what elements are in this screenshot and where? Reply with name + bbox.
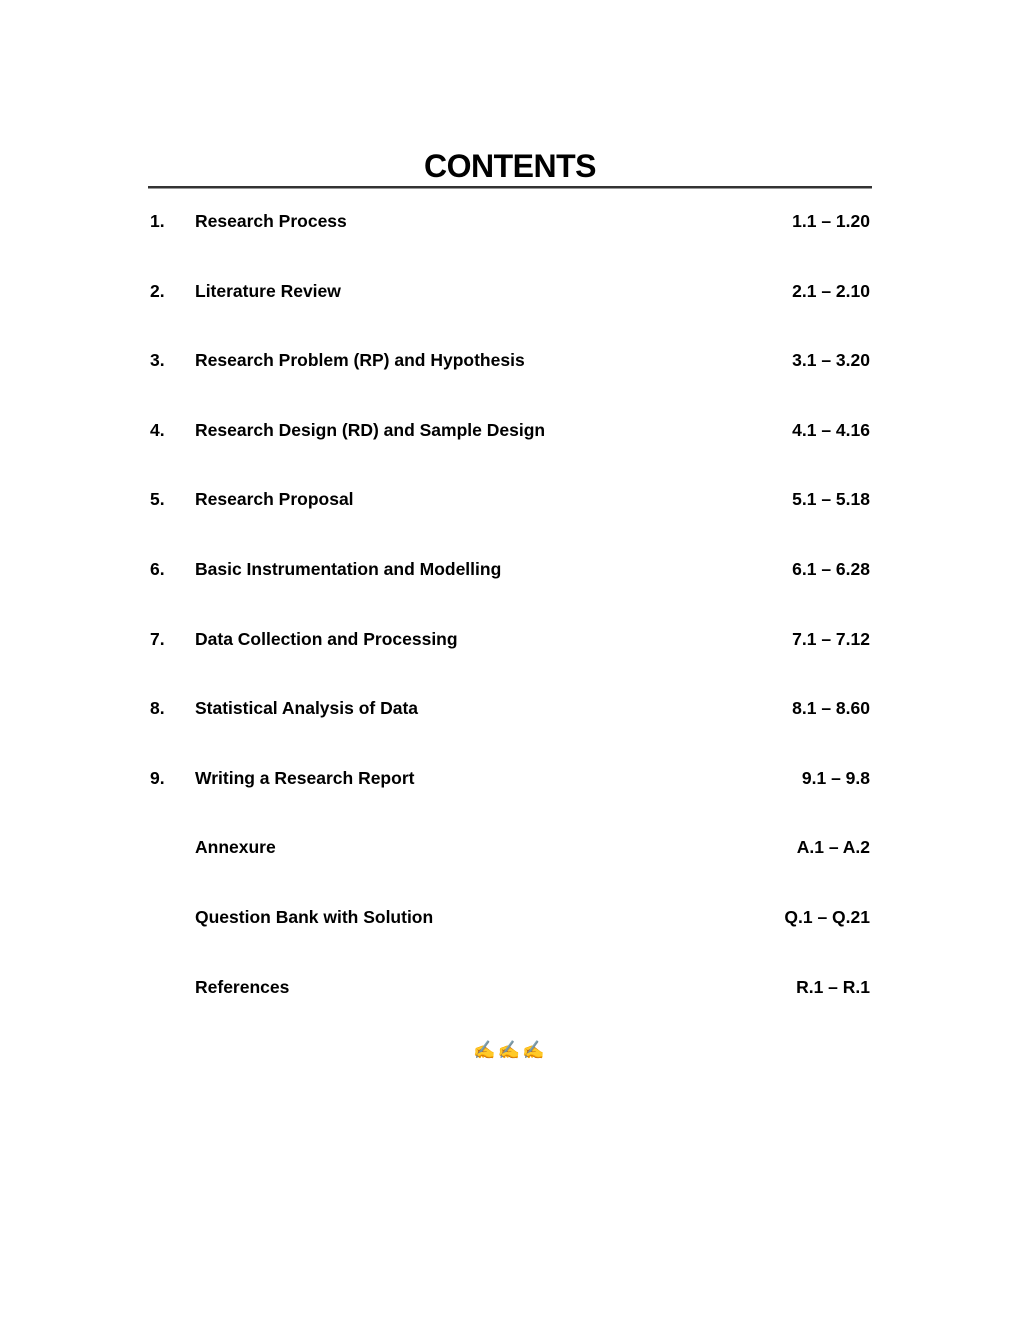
toc-entry [150, 768, 870, 792]
entry-pages: A.1 – A.2 [796, 837, 870, 858]
entry-pages: R.1 – R.1 [796, 976, 870, 997]
page-title: CONTENTS [424, 148, 596, 184]
toc-entry [150, 629, 870, 653]
entry-pages: 7.1 – 7.12 [792, 628, 870, 649]
entry-title: References [195, 976, 290, 997]
toc-entry [150, 837, 870, 861]
entry-title: Question Bank with Solution [195, 907, 434, 927]
entry-title: Data Collection and Processing [195, 628, 458, 649]
entry-title: Research Problem (RP) and Hypothesis [195, 350, 525, 371]
entry-pages: 2.1 – 2.10 [792, 280, 870, 301]
toc-entry [150, 350, 870, 374]
entry-pages: Q.1 – Q.21 [784, 907, 870, 927]
entry-number: 4. [150, 419, 165, 440]
entry-number: 9. [150, 767, 165, 788]
toc-entry [150, 907, 870, 931]
toc-entry [150, 489, 870, 513]
entry-title: Literature Review [195, 280, 341, 301]
entry-number: 2. [150, 280, 165, 301]
toc-entry [150, 281, 870, 305]
entry-title: Annexure [195, 837, 276, 858]
entry-number: 8. [150, 698, 165, 719]
entry-number: 3. [150, 350, 165, 371]
toc-entry [150, 698, 870, 722]
entry-title: Writing a Research Report [195, 767, 415, 788]
entry-number: 6. [150, 559, 165, 579]
entry-title: Statistical Analysis of Data [195, 698, 419, 719]
entry-pages: 8.1 – 8.60 [792, 698, 870, 719]
entry-pages: 6.1 – 6.28 [792, 559, 870, 579]
entry-title: Basic Instrumentation and Modelling [195, 559, 502, 579]
toc-entry [150, 211, 870, 235]
entry-title: Research Design (RD) and Sample Design [195, 419, 546, 440]
entry-title: Research Proposal [195, 489, 354, 510]
entry-number: 7. [150, 628, 165, 649]
writing-hand-icon: ✍✍✍ [473, 1040, 547, 1060]
toc-entry [150, 559, 870, 583]
toc-entry [150, 420, 870, 444]
entry-title: Research Process [195, 211, 347, 231]
entry-pages: 3.1 – 3.20 [792, 350, 870, 371]
toc-entry [150, 977, 870, 1001]
entry-number: 5. [150, 489, 165, 510]
entry-pages: 4.1 – 4.16 [792, 419, 870, 440]
title-divider [148, 186, 872, 189]
entry-pages: 1.1 – 1.20 [792, 211, 870, 231]
entry-pages: 5.1 – 5.18 [792, 489, 870, 510]
entry-number: 1. [150, 211, 165, 231]
entry-pages: 9.1 – 9.8 [801, 767, 870, 788]
